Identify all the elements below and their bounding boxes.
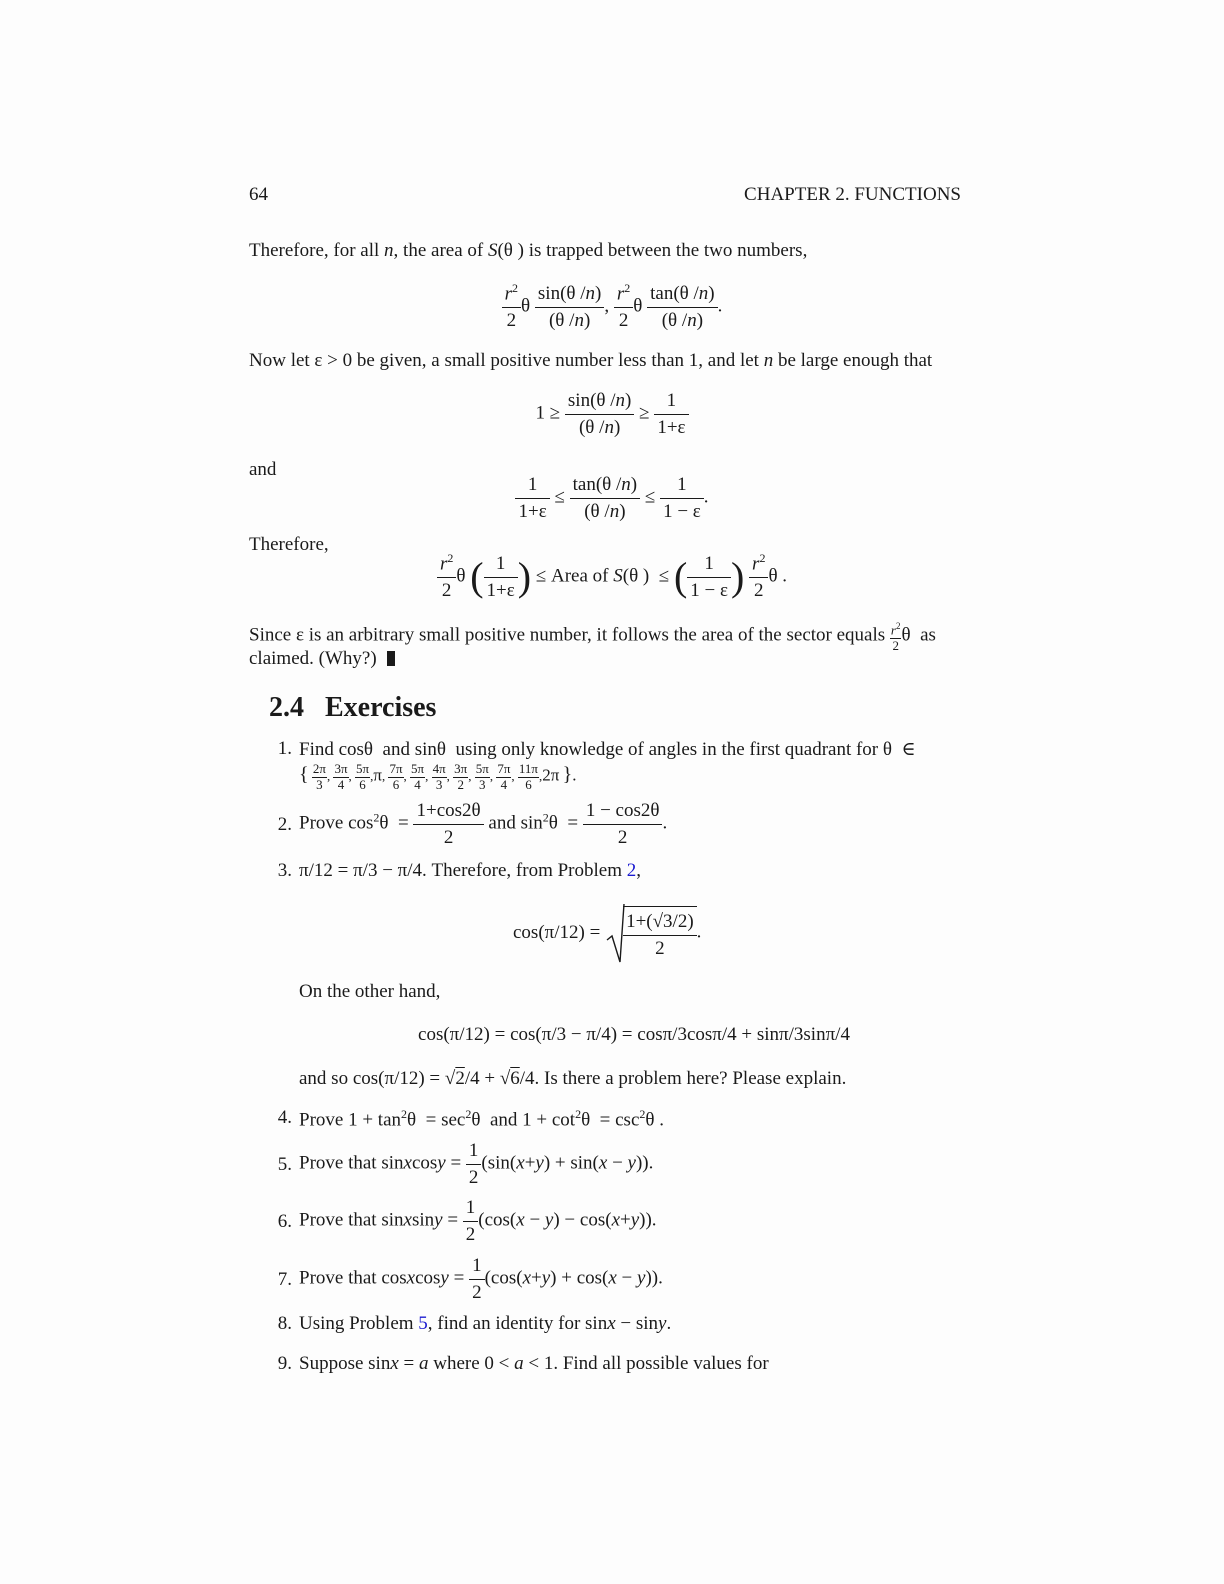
other-hand-text: On the other hand, <box>299 981 441 1002</box>
exercise-number: 7. <box>277 1269 292 1290</box>
equation-bounds: $\frac{r^2}{2}$ θ $\frac{\sin(\theta /n)}{(\theta /n)}$ , $\frac{r^2}{2}$ θ $\frac{\tan(\theta /n)}{(\theta /n)}$ . <box>0 282 1224 332</box>
exercise-4-text: Prove $1 + \tan^2\theta = \sec^2\theta$ and $1 + \cot^2\theta = \csc^2\theta$ . <box>299 1107 664 1131</box>
proof-paragraph-3-end <box>249 648 395 670</box>
section-number: 2.4 <box>269 692 304 723</box>
exercise-3-text: π/12 = π/3 − π/4. Therefore, from Problem 2, <box>299 860 641 881</box>
equation-area-bound: $\frac{r^2}{2}$ θ ( $\frac{1}{1+\varepsilon}$ ) ≤ Area of S(θ ) ≤ ( $\frac{1}{1 - \varepsilon}$ ) $\frac{r^2}{2}$ θ . <box>0 552 1224 602</box>
exercise-2-text: Prove $\cos^2\theta$ = $\frac{1+\cos 2\theta}{2}$ and $\sin^2\theta$ = $\frac{1 - \cos 2\theta}{2}$ . <box>299 800 668 848</box>
problem-explain-text: and so cos(π/12) = √2/4 + √6/4. Is there a problem here? Please explain. <box>299 1068 847 1089</box>
proof-paragraph-3: Since ε is an arbitrary small positive number, it follows the area of the sector equals $\frac{r^2}{2}$ θ as <box>249 621 936 654</box>
equation-tan-bound: $\frac{1}{1+\varepsilon}$ ≤ $\frac{\tan(\theta /n)}{(\theta /n)}$ ≤ $\frac{1}{1 - \varepsilon}$ . <box>0 474 1224 523</box>
exercise-5-text: Prove that sinxcosy = $\frac{1}{2}$ (sin(x+y) + sin(x − y)). <box>299 1140 654 1188</box>
exercise-number: 2. <box>277 814 292 835</box>
radical-sign <box>605 902 625 964</box>
equation-sin-bound: 1 ≥ $\frac{\sin(\theta /n)}{(\theta /n)}$ ≥ $\frac{1}{1+\varepsilon}$ <box>0 390 1224 439</box>
proof-conclusion-line: Since ε is an arbitrary small positive number, it follows the area of the sector equals <box>249 624 886 646</box>
exercise-6-text: Prove that sinxsiny = $\frac{1}{2}$ (cos(x − y) − cos(x+y)). <box>299 1197 657 1245</box>
exercise-1-angle-set: { $\frac{2\pi}{3}$ , $\frac{3\pi}{4}$ , $\frac{5\pi}{6}$ ,π, $\frac{7\pi}{6}$ , $\frac{5\pi}{4}$ , $\frac{4\pi}{3}$ , $\frac{3\pi}{2}$ , $\frac{5\pi}{3}$ , $\frac{7\pi}{4}$ , $\frac{11\pi}{6}$ ,2π }. <box>299 761 577 792</box>
and-label: and <box>249 459 277 480</box>
therefore-label: Therefore, <box>249 534 329 555</box>
exercise-7-text: Prove that cosxcosy = $\frac{1}{2}$ (cos(x+y) + cos(x − y)). <box>299 1255 663 1303</box>
claimed-why: claimed. (Why?) <box>249 648 377 669</box>
as-word: as <box>920 624 936 646</box>
exercise-1-text: Find cosθ and sinθ using only knowledge of angles in the first quadrant for θ ∈ <box>299 739 916 760</box>
section-title: Exercises <box>325 692 437 723</box>
exercise-number: 9. <box>277 1353 292 1374</box>
problem-2-link[interactable]: 2 <box>626 860 637 881</box>
problem-5-link[interactable]: 5 <box>418 1313 428 1334</box>
equation-cos-pi-12-sqrt: cos(π/12) = $\frac{1+(√3/2)}{2}$ . <box>513 902 701 964</box>
exercise-number: 5. <box>277 1154 292 1175</box>
exercise-9-text: Suppose sinx = a where 0 < a < 1. Find all possible values for <box>299 1353 769 1374</box>
proof-paragraph-2: Now let ε > 0 be given, a small positive number less than 1, and let n be large enough that <box>249 350 933 371</box>
exercise-number: 3. <box>277 860 292 881</box>
exercise-8-text: Using Problem 5, find an identity for sinx − siny. <box>299 1313 672 1334</box>
exercise-number: 4. <box>277 1107 292 1128</box>
exercise-number: 1. <box>277 738 292 759</box>
equation-cos-difference: cos(π/12) = cos(π/3 − π/4) = cosπ/3cosπ/4 + sinπ/3sinπ/4 <box>418 1024 850 1045</box>
proof-paragraph-1: Therefore, for all n, the area of S(θ ) is trapped between the two numbers, <box>249 240 808 261</box>
exercise-number: 6. <box>277 1211 292 1232</box>
running-title: CHAPTER 2. FUNCTIONS <box>744 184 961 205</box>
exercise-number: 8. <box>277 1313 292 1334</box>
section-heading <box>269 692 436 724</box>
qed-mark <box>387 651 395 666</box>
area-label: Area of <box>551 565 609 587</box>
page-number: 64 <box>249 184 268 205</box>
